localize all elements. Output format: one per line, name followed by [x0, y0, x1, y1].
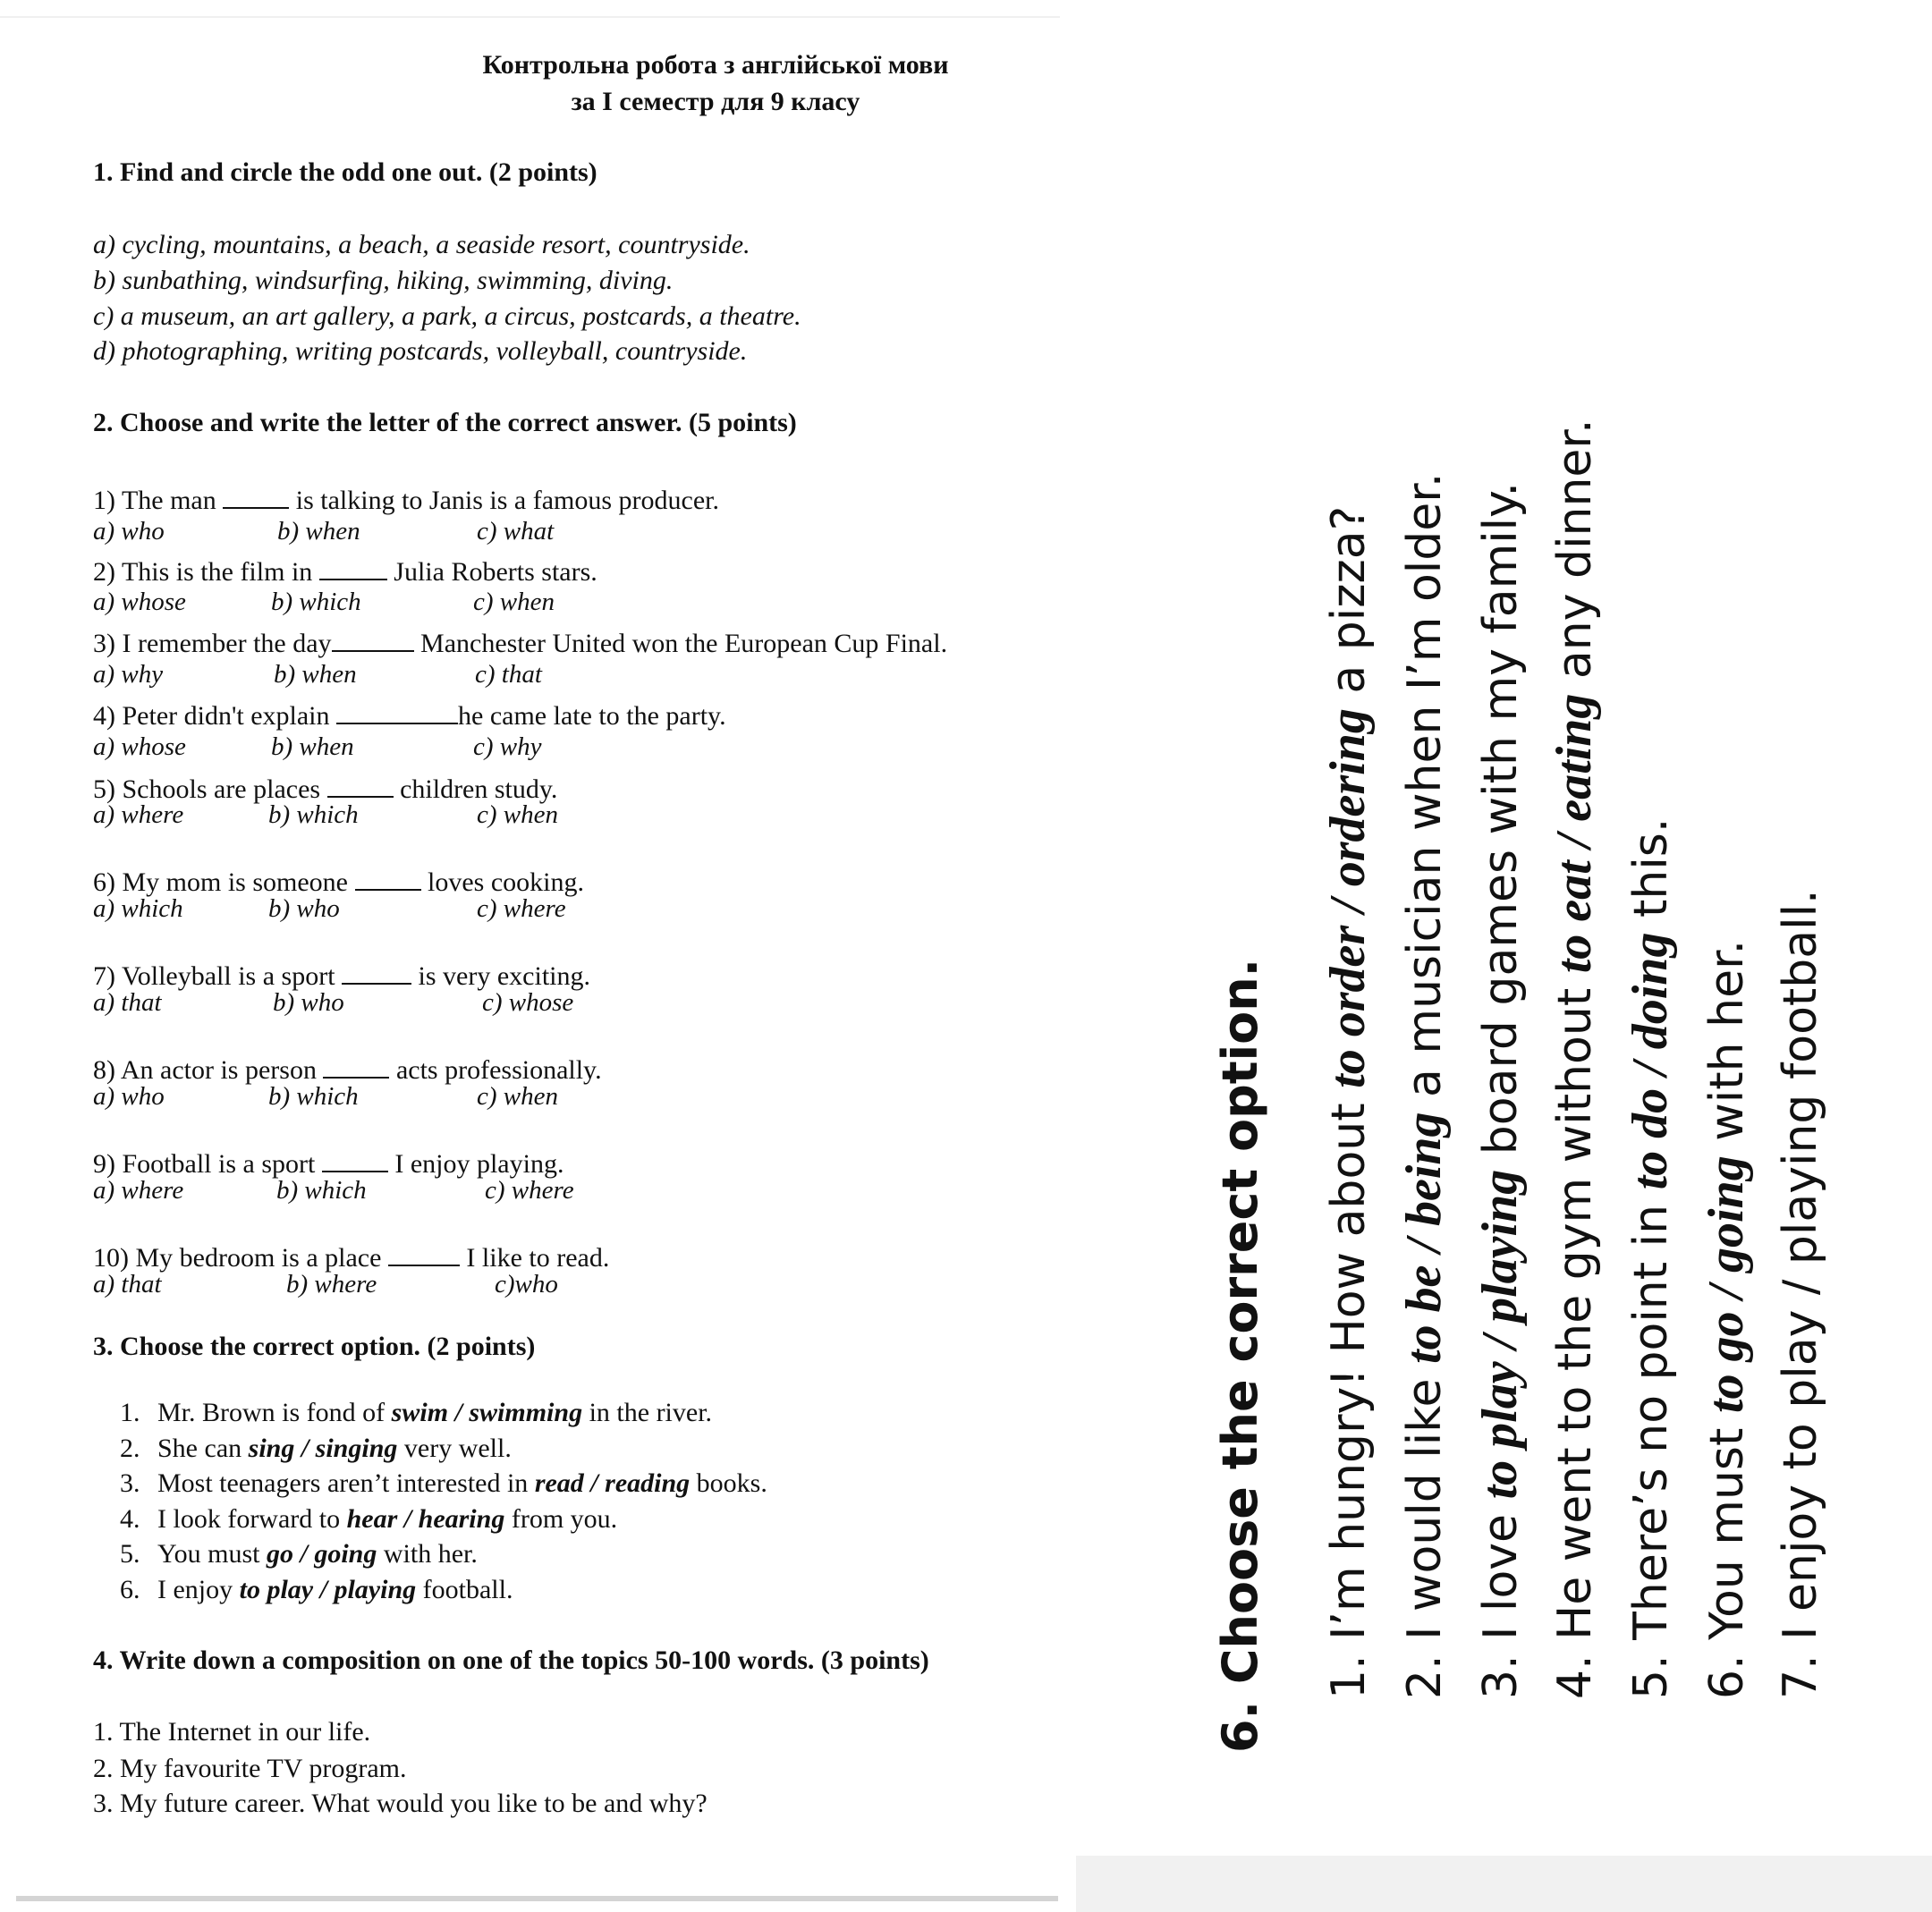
item-options: to order / ordering: [1320, 708, 1376, 1088]
q-text-before: 9) Football is a sport: [93, 1149, 322, 1179]
option-b: b) which: [271, 588, 361, 616]
q-text-before: 6) My mom is someone: [93, 867, 355, 897]
option-a: a) which: [93, 894, 183, 923]
item-text: a musician when I’m older.: [1398, 472, 1452, 1113]
answer-blank: [327, 769, 394, 798]
item-number: 2.: [120, 1434, 140, 1463]
option-b: b) which: [276, 1176, 367, 1205]
task2-q7: [93, 956, 590, 992]
task4-topic-2: 2. My favourite TV program.: [93, 1754, 407, 1783]
answer-blank: [342, 956, 411, 985]
item-text: 1. I’m hungry! How about: [1322, 1087, 1376, 1699]
q-text-before: 3) I remember the day: [93, 629, 332, 658]
task2-q1: [93, 480, 719, 516]
task6-rotated-block: [1212, 233, 1856, 1753]
item-text: from you.: [504, 1504, 618, 1534]
task3-title: 3. Choose the correct option. (2 points): [93, 1332, 536, 1361]
item-text: a pizza?: [1322, 505, 1376, 709]
q-text-after: Julia Roberts stars.: [386, 557, 597, 587]
task2-q2: [93, 552, 597, 588]
q-text-before: 4) Peter didn't explain: [93, 701, 337, 731]
option-b: b) when: [271, 732, 354, 761]
task2-q3: [93, 623, 947, 659]
answer-blank: [223, 480, 289, 509]
task1-item-d: d) photographing, writing postcards, volleyball, countryside.: [93, 336, 748, 366]
task1-item-a: a) cycling, mountains, a beach, a seaside resort, countryside.: [93, 230, 750, 259]
option-a: a) whose: [93, 732, 186, 761]
option-a: a) that: [93, 1270, 162, 1299]
item-text: books.: [690, 1468, 767, 1498]
item-options: to eat / eating: [1546, 693, 1602, 974]
item-text: She can: [157, 1434, 249, 1463]
q-text-after: loves cooking.: [420, 867, 584, 897]
q-text-after: Manchester United won the European Cup Final.: [413, 629, 948, 658]
item-options: go / going: [267, 1539, 377, 1569]
bottom-divider: [16, 1896, 1058, 1901]
task3-item-4: [120, 1504, 617, 1535]
option-c: c) whose: [482, 988, 574, 1017]
item-options: to do / doing: [1623, 932, 1678, 1190]
grey-panel: [1076, 1856, 1932, 1912]
task6-title: 6. Choose the correct option.: [1212, 958, 1268, 1753]
task3-item-5: [120, 1539, 478, 1569]
option-b: b) which: [268, 1082, 359, 1111]
q-text-before: 5) Schools are places: [93, 774, 327, 804]
option-b: b) who: [268, 894, 340, 923]
item-options: to go / going: [1699, 1155, 1754, 1414]
q-text-after: I enjoy playing.: [387, 1149, 564, 1179]
task3-item-1: [120, 1398, 712, 1428]
option-c: c)who: [495, 1270, 558, 1299]
q-text-after: is talking to Janis is a famous producer.: [289, 486, 720, 515]
q-text-after: he came late to the party.: [458, 701, 726, 731]
task6-item-3: [1471, 482, 1529, 1699]
option-c: c) what: [477, 517, 555, 546]
task2-title: 2. Choose and write the letter of the correct answer. (5 points): [93, 408, 797, 437]
q-text-after: is very exciting.: [411, 961, 590, 991]
item-options: to play / playing: [1472, 1169, 1528, 1500]
option-c: c) when: [477, 800, 558, 829]
q-text-before: 7) Volleyball is a sport: [93, 961, 343, 991]
option-c: c) where: [477, 894, 566, 923]
item-text: 7. I enjoy to play / playing football.: [1774, 889, 1827, 1699]
q-text-before: 2) This is the film in: [93, 557, 319, 587]
item-options: to be / being: [1396, 1112, 1452, 1365]
option-b: b) who: [273, 988, 344, 1017]
task3-item-6: [120, 1575, 513, 1605]
option-a: a) whose: [93, 588, 186, 616]
task6-item-1: [1319, 506, 1377, 1699]
item-number: 3.: [120, 1468, 140, 1498]
header-line-2: за І семестр для 9 класу: [571, 87, 860, 116]
task3-item-3: [120, 1468, 767, 1499]
item-options: swim / swimming: [391, 1398, 583, 1427]
task1-title: 1. Find and circle the odd one out. (2 points): [93, 157, 597, 187]
option-a: a) where: [93, 800, 184, 829]
option-a: a) where: [93, 1176, 184, 1205]
option-b: b) when: [274, 660, 357, 689]
item-text: Most teenagers aren’t interested in: [157, 1468, 535, 1498]
task3-item-2: [120, 1434, 512, 1464]
item-text: 5. There’s no point in: [1624, 1189, 1678, 1699]
task2-q6: [93, 862, 584, 898]
item-text: board games with my family.: [1474, 481, 1528, 1170]
task1-item-c: c) a museum, an art gallery, a park, a circus, postcards, a theatre.: [93, 301, 801, 331]
task6-item-4: [1546, 419, 1603, 1699]
item-options: to play / playing: [239, 1575, 417, 1604]
answer-blank: [323, 1050, 389, 1079]
item-options: sing / singing: [248, 1434, 398, 1463]
option-a: a) who: [93, 517, 165, 546]
item-text: 4. He went to the gym without: [1548, 973, 1602, 1699]
task2-q10: [93, 1238, 609, 1273]
task2-q8: [93, 1050, 602, 1086]
answer-blank: [322, 1144, 388, 1172]
q-text-after: I like to read.: [459, 1243, 610, 1273]
option-c: c) where: [485, 1176, 574, 1205]
task2-q4: [93, 696, 726, 732]
q-text-before: 10) My bedroom is a place: [93, 1243, 388, 1273]
item-options: hear / hearing: [346, 1504, 505, 1534]
option-a: a) who: [93, 1082, 165, 1111]
item-number: 4.: [120, 1504, 140, 1534]
task4-topic-3: 3. My future career. What would you like to be and why?: [93, 1789, 708, 1818]
task6-item-7: [1774, 889, 1827, 1699]
item-number: 1.: [120, 1398, 140, 1427]
answer-blank: [388, 1238, 460, 1266]
top-divider: [0, 16, 1060, 18]
item-text: very well.: [397, 1434, 512, 1463]
option-c: c) why: [473, 732, 542, 761]
task6-item-2: [1395, 473, 1453, 1699]
item-text: Mr. Brown is fond of: [157, 1398, 392, 1427]
task4-title: 4. Write down a composition on one of the topics 50-100 words. (3 points): [93, 1646, 929, 1675]
option-a: a) that: [93, 988, 162, 1017]
item-text: football.: [416, 1575, 513, 1604]
q-text-before: 8) An actor is person: [93, 1055, 324, 1085]
task6-item-5: [1622, 818, 1679, 1699]
option-c: c) that: [475, 660, 542, 689]
item-text: with her.: [377, 1539, 478, 1569]
item-text: You must: [157, 1539, 267, 1569]
task2-q5: [93, 769, 557, 805]
answer-blank: [332, 623, 414, 652]
item-number: 5.: [120, 1539, 140, 1569]
option-b: b) which: [268, 800, 359, 829]
item-text: with her.: [1700, 939, 1754, 1156]
q-text-after: children study.: [393, 774, 558, 804]
q-text-after: acts professionally.: [389, 1055, 602, 1085]
task2-q9: [93, 1144, 564, 1180]
item-text: 3. I love: [1474, 1499, 1528, 1699]
option-a: a) why: [93, 660, 164, 689]
item-text: this.: [1624, 817, 1678, 933]
item-text: 2. I would like: [1398, 1364, 1452, 1699]
q-text-before: 1) The man: [93, 486, 224, 515]
answer-blank: [319, 552, 387, 580]
answer-blank: [355, 862, 421, 891]
item-text: 6. You must: [1700, 1413, 1754, 1699]
answer-blank: [336, 696, 458, 724]
option-b: b) when: [277, 517, 360, 546]
item-options: read / reading: [534, 1468, 691, 1498]
option-b: b) where: [286, 1270, 377, 1299]
item-text: I enjoy: [157, 1575, 240, 1604]
item-number: 6.: [120, 1575, 140, 1604]
option-c: c) when: [477, 1082, 558, 1111]
option-c: c) when: [473, 588, 555, 616]
task6-item-6: [1698, 940, 1755, 1699]
header-line-1: Контрольна робота з англійської мови: [482, 50, 949, 80]
task4-topic-1: 1. The Internet in our life.: [93, 1717, 371, 1747]
item-text: I look forward to: [157, 1504, 347, 1534]
item-text: in the river.: [582, 1398, 713, 1427]
item-text: any dinner.: [1548, 419, 1602, 694]
task1-item-b: b) sunbathing, windsurfing, hiking, swimming, diving.: [93, 266, 674, 295]
